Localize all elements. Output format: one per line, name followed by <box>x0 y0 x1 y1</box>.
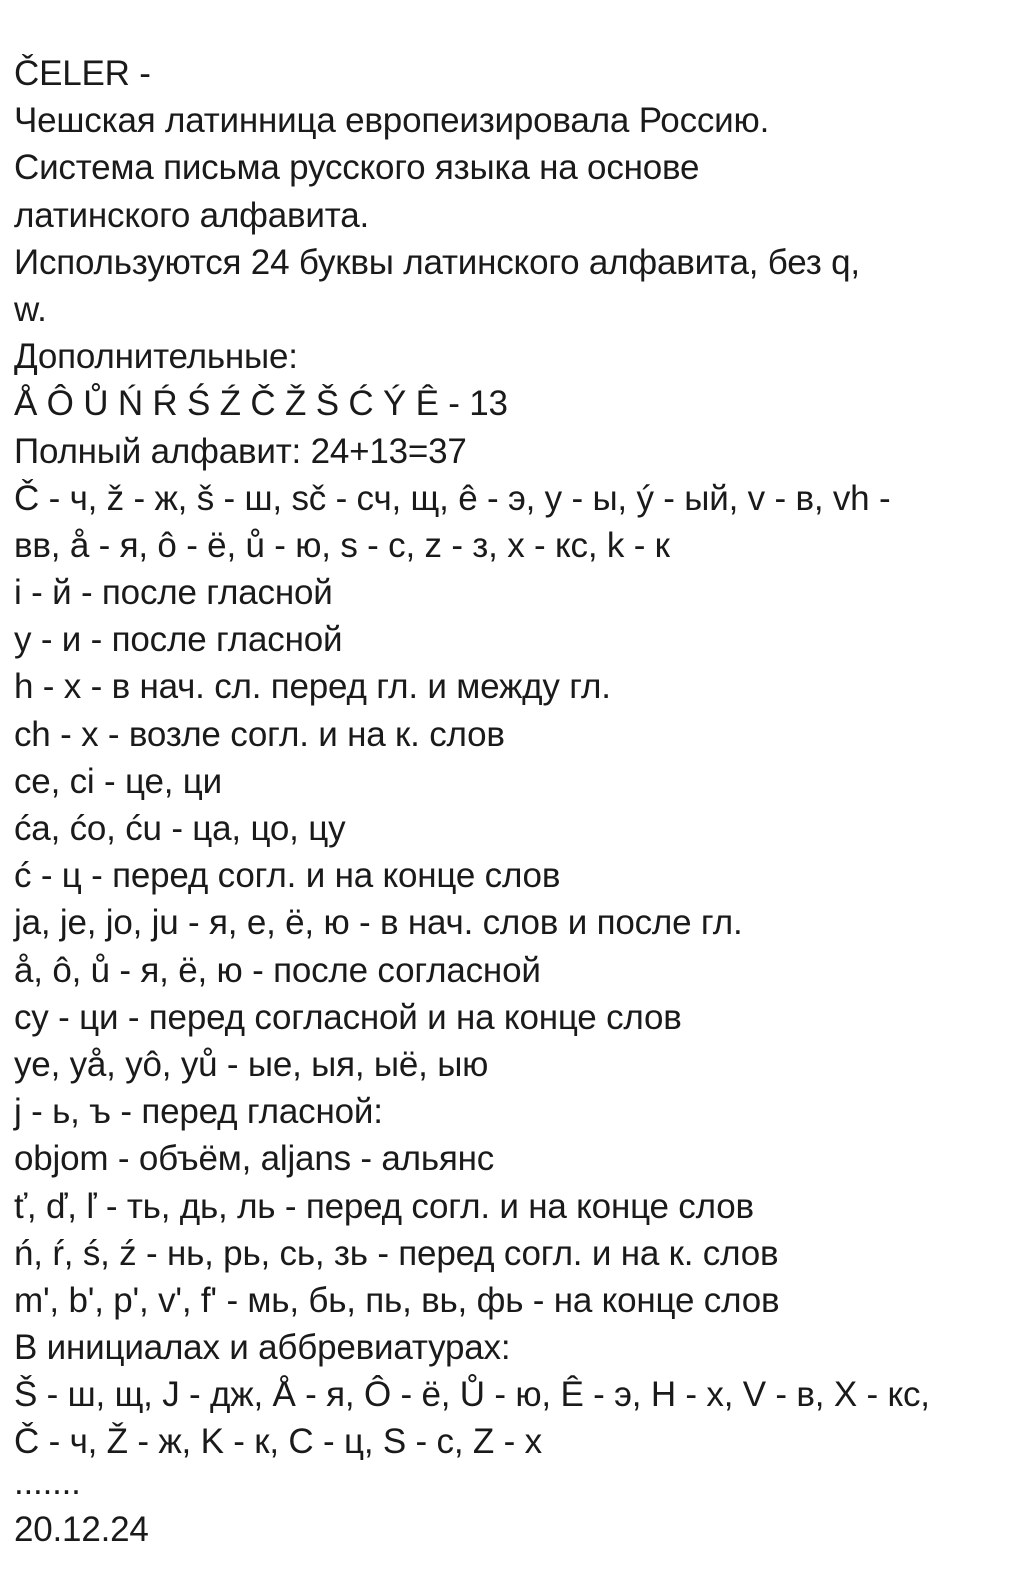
text-line: ja, je, jo, ju - я, е, ё, ю - в нач. слов и после гл. <box>14 903 743 943</box>
text-line: Используются 24 буквы латинского алфавита, без q, <box>14 242 860 282</box>
text-line: ń, ŕ, ś, ź - нь, рь, сь, зь - перед согл. и на к. слов <box>14 1233 779 1273</box>
text-line: i - й - после гласной <box>14 573 333 613</box>
text-line: вв, å - я, ô - ё, ů - ю, s - с, z - з, x - кс, k - к <box>14 525 670 565</box>
text-line: w. <box>14 289 47 329</box>
text-line: Дополнительные: <box>14 337 298 377</box>
text-line: Система письма русского языка на основе <box>14 148 700 188</box>
text-line: ť, ď, ľ - ть, дь, ль - перед согл. и на конце слов <box>14 1186 754 1226</box>
title-line: ČELER - <box>14 54 151 93</box>
text-line: ce, ci - це, ци <box>14 761 222 801</box>
text-line: j - ь, ъ - перед гласной: <box>14 1092 383 1132</box>
text-line: ć - ц - перед согл. и на конце слов <box>14 856 561 896</box>
text-line: y - и - после гласной <box>14 620 343 660</box>
document-body <box>14 50 1014 1553</box>
text-line: Č - ч, Ž - ж, K - к, C - ц, S - с, Z - х <box>14 1422 542 1462</box>
text-line: objom - объём, aljans - альянс <box>14 1139 495 1179</box>
text-line: В инициалах и аббревиатурах: <box>14 1328 511 1368</box>
text-line: Полный алфавит: 24+13=37 <box>14 431 467 471</box>
text-line: Å Ô Ů Ń Ŕ Ś Ź Č Ž Š Ć Ý Ê - 13 <box>14 384 508 424</box>
text-line: ch - х - возле согл. и на к. слов <box>14 714 505 754</box>
text-line: m', b', p', v', f' - мь, бь, пь, вь, фь - на конце слов <box>14 1280 780 1320</box>
text-line: Чешская латинница европеизировала Россию. <box>14 101 770 141</box>
text-line: Š - ш, щ, J - дж, Å - я, Ô - ё, Ů - ю, Ê - э, H - х, V - в, X - кс, <box>14 1375 930 1415</box>
text-line: ća, ćo, ću - ца, цо, цу <box>14 809 346 848</box>
text-line: латинского алфавита. <box>14 195 370 235</box>
text-line: h - х - в нач. сл. перед гл. и между гл. <box>14 667 611 707</box>
text-line: Č - ч, ž - ж, š - ш, sč - сч, щ, ê - э, y - ы, ý - ый, v - в, vh - <box>14 478 891 518</box>
text-line: ye, yå, yô, yů - ые, ыя, ыё, ыю <box>14 1044 489 1084</box>
text-line: å, ô, ů - я, ё, ю - после согласной <box>14 950 541 990</box>
ellipsis-line: ....... <box>14 1462 81 1502</box>
text-line: cy - ци - перед согласной и на конце слов <box>14 997 682 1037</box>
date-line: 20.12.24 <box>14 1509 149 1549</box>
